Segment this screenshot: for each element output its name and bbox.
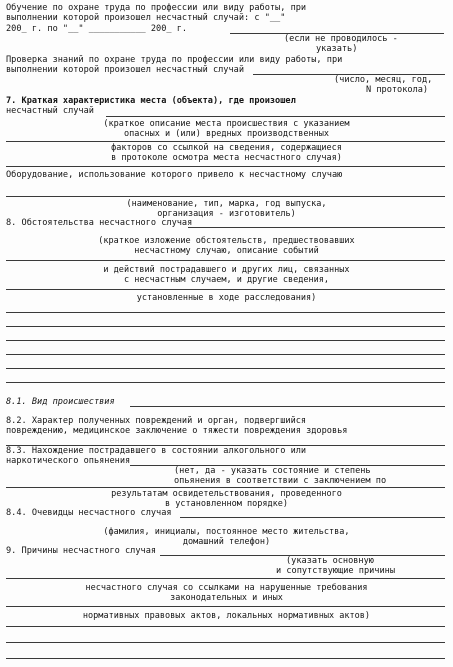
training-line-1: Обучение по охране труда по профессии или виду работы, при bbox=[6, 3, 307, 13]
section-8-note-5: установленные в ходе расследования) bbox=[136, 293, 317, 303]
equipment-underline bbox=[6, 196, 445, 197]
section-9-note-2: и сопутствующие причины bbox=[276, 566, 395, 576]
equipment-note-2: организация - изготовитель) bbox=[157, 209, 296, 219]
section-8-3-note-3: результатам освидетельствования, проведенного bbox=[111, 489, 342, 499]
section-9-blank-line-1 bbox=[6, 642, 445, 643]
section-8-note-1: (краткое изложение обстоятельств, предшествовавших bbox=[98, 236, 355, 246]
section-8-3-note-4: в установленном порядке) bbox=[164, 499, 289, 509]
section-7-underline-1 bbox=[106, 116, 445, 117]
section-8-note-3: и действий пострадавшего и других лиц, связанных bbox=[103, 265, 350, 275]
section-9-note-1: (указать основную bbox=[286, 556, 374, 566]
section-9-underline-2 bbox=[6, 578, 445, 579]
section-7-heading: 7. Краткая характеристика места (объекта), где произошел bbox=[6, 96, 296, 106]
section-8-blank-line-3 bbox=[6, 340, 445, 341]
section-8-2-line-2: повреждению, медицинское заключение о тяжести повреждения здоровья bbox=[6, 426, 348, 436]
section-8-3-line-1: 8.3. Нахождение пострадавшего в состоянии алкогольного или bbox=[6, 446, 307, 456]
section-8-4-note-1: (фамилия, инициалы, постоянное место жительства, bbox=[103, 527, 350, 537]
section-9-note-5: нормативных правовых актов, локальных нормативных актов) bbox=[82, 611, 371, 621]
section-8-note-2: несчастному случаю, описание событий bbox=[134, 246, 319, 256]
section-8-underline-2 bbox=[6, 260, 445, 261]
section-8-2-line-1: 8.2. Характер полученных повреждений и орган, подвергшийся bbox=[6, 416, 307, 426]
section-7-note-2: опасных и (или) вредных производственных bbox=[123, 129, 330, 139]
section-8-heading: 8. Обстоятельства несчастного случая bbox=[6, 218, 193, 228]
section-8-3-note-1: (нет, да - указать состояние и степень bbox=[174, 466, 371, 476]
knowledge-check-line-2: выполнении которой произошел несчастный случай bbox=[6, 65, 244, 75]
section-7-note-3: факторов со ссылкой на сведения, содержащиеся bbox=[111, 143, 342, 153]
section-9-note-4: законодательных и иных bbox=[170, 593, 283, 603]
section-7-note-4: в протоколе осмотра места несчастного случая) bbox=[111, 153, 342, 163]
section-9-underline-4 bbox=[6, 626, 445, 627]
section-8-underline-1 bbox=[188, 227, 445, 228]
section-8-underline-3 bbox=[6, 289, 445, 290]
section-9-underline-3 bbox=[6, 606, 445, 607]
section-8-3-underline-2 bbox=[6, 487, 445, 488]
equipment-label: Оборудование, использование которого привело к несчастному случаю bbox=[6, 170, 343, 180]
section-8-blank-line-4 bbox=[6, 354, 445, 355]
section-8-1-label: 8.1. Вид происшествия bbox=[6, 397, 115, 407]
section-8-4-underline bbox=[180, 517, 445, 518]
section-7-note-1: (краткое описание места происшествия с указанием bbox=[103, 119, 350, 129]
section-8-blank-line-2 bbox=[6, 326, 445, 327]
section-8-3-line-2: наркотического опьянения bbox=[6, 456, 131, 466]
section-8-1-underline bbox=[130, 406, 445, 407]
section-9-heading: 9. Причины несчастного случая bbox=[6, 546, 157, 556]
training-note-2: указать) bbox=[316, 44, 358, 54]
section-7-heading-cont: несчастный случай bbox=[6, 106, 94, 116]
section-7-underline-2 bbox=[6, 141, 445, 142]
section-7-underline-3 bbox=[6, 166, 445, 167]
training-line-3: 200_ г. по "__" ___________ 200_ г. bbox=[6, 24, 188, 34]
knowledge-check-note-1: (число, месяц, год, bbox=[334, 75, 433, 85]
section-8-blank-line-1 bbox=[6, 312, 445, 313]
section-8-blank-line-6 bbox=[6, 382, 445, 383]
training-line-2: выполнении которой произошел несчастный случай: с "__" bbox=[6, 13, 286, 23]
section-8-3-note-2: опьянения в соответствии с заключением по bbox=[174, 476, 387, 486]
knowledge-check-line-1: Проверка знаний по охране труда по профессии или виду работы, при bbox=[6, 55, 343, 65]
section-8-blank-line-5 bbox=[6, 368, 445, 369]
section-8-4-note-2: домашний телефон) bbox=[182, 537, 271, 547]
section-9-note-3: несчастного случая со ссылками на нарушенные требования bbox=[85, 583, 368, 593]
section-9-blank-line-2 bbox=[6, 658, 445, 659]
training-note-1: (если не проводилось - bbox=[284, 34, 398, 44]
section-8-note-4: с несчастным случаем, и другие сведения, bbox=[123, 275, 330, 285]
equipment-note-1: (наименование, тип, марка, год выпуска, bbox=[126, 199, 327, 209]
section-8-4-label: 8.4. Очевидцы несчастного случая bbox=[6, 508, 172, 518]
knowledge-check-note-2: N протокола) bbox=[366, 85, 429, 95]
